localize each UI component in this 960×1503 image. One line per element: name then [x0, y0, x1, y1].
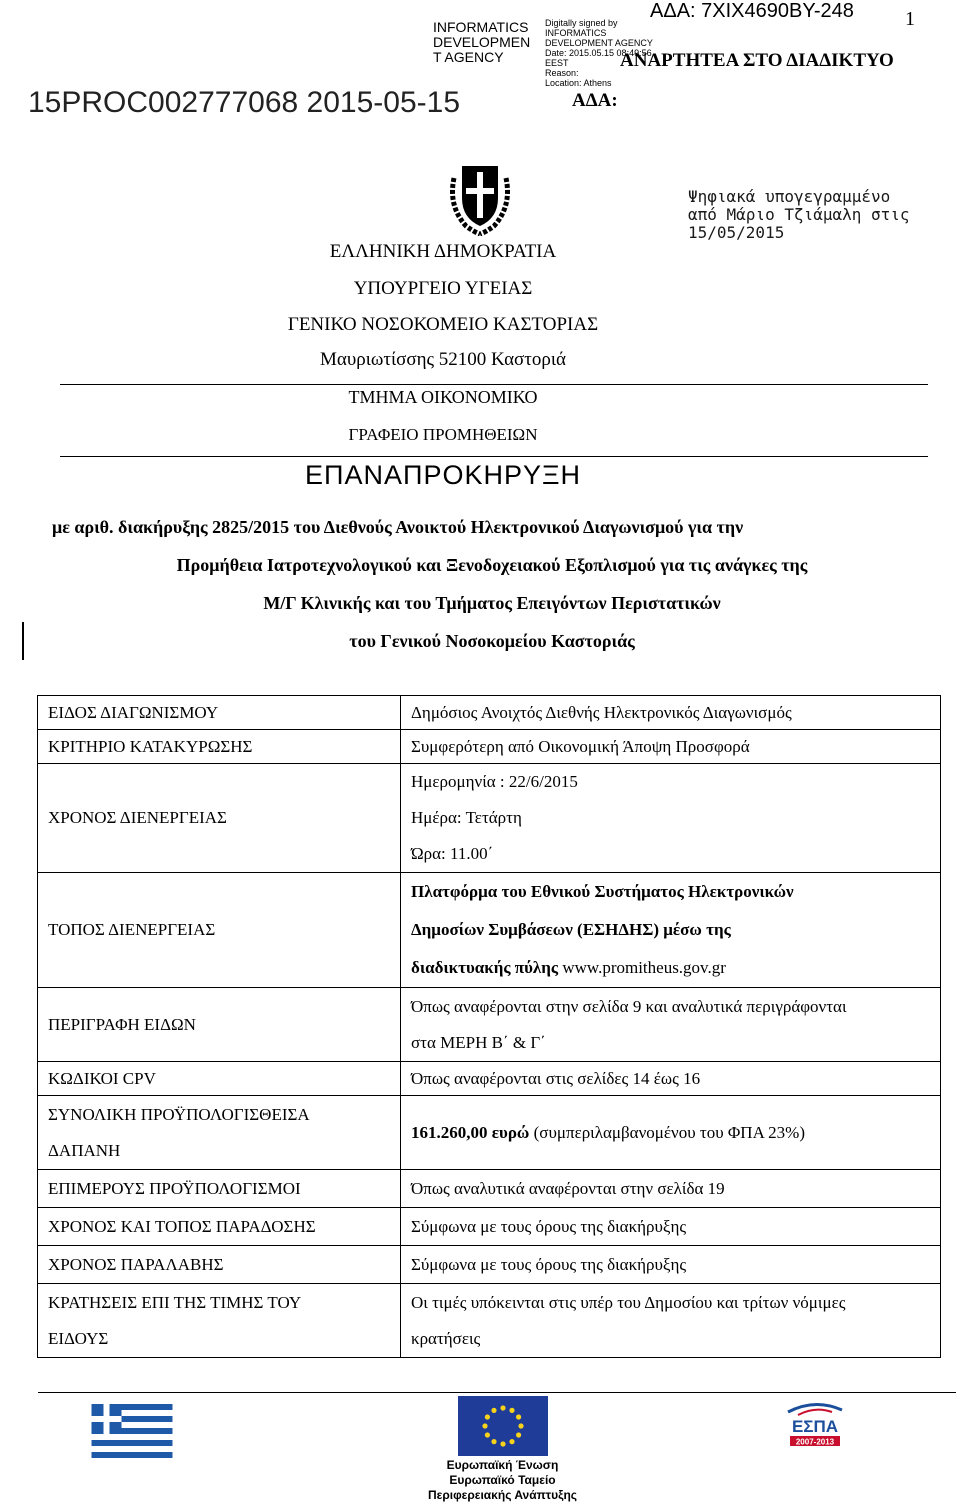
table-row [38, 1246, 941, 1284]
intro-line: με αριθ. διακήρυξης 2825/2015 του Διεθνούς Ανοικτού Ηλεκτρονικού Διαγωνισμού για την [52, 517, 744, 537]
table-row [38, 1062, 941, 1096]
table-row [38, 1096, 941, 1170]
intro-line: του Γενικού Νοσοκομείου Καστοριάς [349, 631, 635, 651]
row-label: ΧΡΟΝΟΣ ΠΑΡΑΛΑΒΗΣ [38, 1246, 401, 1284]
row-value: Οι τιμές υπόκεινται στις υπέρ του Δημοσίου και τρίτων νόμιμες κρατήσεις [401, 1284, 941, 1358]
digital-signature-note: Ψηφιακά υπογεγραμμένο από Μάριο Τζιάμαλη στις 15/05/2015 [688, 187, 910, 242]
eu-flag-icon [457, 1396, 549, 1456]
issuer-department: ΤΜΗΜΑ ΟΙΚΟΝΟΜΙΚΟ [348, 387, 538, 407]
row-label: ΠΕΡΙΓΡΑΦΗ ΕΙΔΩΝ [38, 988, 401, 1062]
hour-line: Ώρα: 11.00΄ [411, 844, 494, 863]
table-row [38, 1284, 941, 1358]
row-label: ΚΡΑΤΗΣΕΙΣ ΕΠΙ ΤΗΣ ΤΙΜΗΣ ΤΟΥ ΕΙΔΟΥΣ [38, 1284, 401, 1358]
greek-flag-icon [86, 1404, 178, 1458]
page-number: 1 [905, 8, 915, 30]
table-row [38, 1170, 941, 1208]
issuer-office: ΓΡΑΦΕΙΟ ΠΡΟΜΗΘΕΙΩΝ [348, 425, 538, 444]
budget-amount: 161.260,00 ευρώ [411, 1122, 530, 1142]
row-value: Δημόσιος Ανοιχτός Διεθνής Ηλεκτρονικός Διαγωνισμός [401, 696, 941, 730]
ada-label: ΑΔΑ: [572, 90, 618, 111]
row-label: ΣΥΝΟΛΙΚΗ ΠΡΟΫΠΟΛΟΓΙΣΘΕΙΣΑ ΔΑΠΑΝΗ [38, 1096, 401, 1170]
row-label: ΕΙΔΟΣ ΔΙΑΓΩΝΙΣΜΟΥ [38, 696, 401, 730]
issuer-hospital: ΓΕΝΙΚΟ ΝΟΣΟΚΟΜΕΙΟ ΚΑΣΤΟΡΙΑΣ [287, 314, 599, 335]
reference-code: 15PROC002777068 2015-05-15 [28, 86, 460, 119]
row-value: Όπως αναλυτικά αναφέρονται στην σελίδα 19 [401, 1170, 941, 1208]
table-row [38, 764, 941, 873]
ada-code: ΑΔΑ: 7ΧΙΧ4690ΒΥ-248 [650, 0, 854, 22]
row-label: ΧΡΟΝΟΣ ΔΙΕΝΕΡΓΕΙΑΣ [38, 764, 401, 873]
footer-divider [38, 1392, 956, 1393]
row-value [401, 1096, 941, 1170]
greek-emblem-icon [444, 158, 516, 236]
svg-text:2007-2013: 2007-2013 [795, 1437, 835, 1447]
promitheus-link[interactable]: www.promitheus.gov.gr [562, 958, 726, 977]
intro-line: Μ/Γ Κλινικής και του Τμήματος Επειγόντων Περιστατικών [263, 593, 721, 613]
row-value: Όπως αναφέρονται στην σελίδα 9 και αναλυτικά περιγράφονται στα ΜΕΡΗ Β΄ & Γ΄ [401, 988, 941, 1062]
intro-paragraph [52, 508, 932, 660]
row-value: Όπως αναφέρονται στις σελίδες 14 έως 16 [401, 1062, 941, 1096]
svg-text:ΕΣΠΑ: ΕΣΠΑ [791, 1417, 839, 1436]
issuer-address: Μαυριωτίσσης 52100 Καστοριά [320, 349, 566, 370]
issuer-country: ΕΛΛΗΝΙΚΗ ΔΗΜΟΚΡΑΤΙΑ [329, 241, 557, 262]
row-value: Συμφερότερη από Οικονομική Άποψη Προσφορά [401, 730, 941, 764]
divider [60, 384, 928, 385]
margin-revision-mark [22, 622, 24, 660]
row-label: ΧΡΟΝΟΣ ΚΑΙ ΤΟΠΟΣ ΠΑΡΑΔΟΣΗΣ [38, 1208, 401, 1246]
table-row [38, 730, 941, 764]
row-value: Σύμφωνα με τους όρους της διακήρυξης [401, 1246, 941, 1284]
row-label: ΕΠΙΜΕΡΟΥΣ ΠΡΟΫΠΟΛΟΓΙΣΜΟΙ [38, 1170, 401, 1208]
row-value: Σύμφωνα με τους όρους της διακήρυξης [401, 1208, 941, 1246]
row-label: ΚΩΔΙΚΟΙ CPV [38, 1062, 401, 1096]
signature-organization: INFORMATICS DEVELOPMEN T AGENCY [433, 19, 531, 65]
row-label: ΤΟΠΟΣ ΔΙΕΝΕΡΓΕΙΑΣ [38, 873, 401, 988]
espa-logo-icon [784, 1398, 846, 1448]
posting-title: ΑΝΑΡΤΗΤΕΑ ΣΤΟ ΔΙΑΔΙΚΤΥΟ [620, 50, 894, 71]
table-row [38, 873, 941, 988]
table-row [38, 1208, 941, 1246]
date-line: Ημερομηνία : 22/6/2015 [411, 772, 578, 791]
table-row [38, 988, 941, 1062]
budget-note: (συμπεριλαμβανομένου του ΦΠΑ 23%) [533, 1122, 805, 1142]
tender-details-table [37, 695, 941, 1358]
document-title: ΕΠΑΝΑΠΡΟΚΗΡΥΞΗ [304, 460, 582, 490]
intro-line: Προμήθεια Ιατροτεχνολογικού και Ξενοδοχειακού Εξοπλισμού για τις ανάγκες της [176, 555, 808, 575]
signature-metadata: Digitally signed by INFORMATICS DEVELOPMENT AGENCY Date: 2015.05.15 08:49:56 EEST Reason: Location: Athens [545, 18, 653, 88]
table-row [38, 696, 941, 730]
row-value: Πλατφόρμα του Εθνικού Συστήματος Ηλεκτρονικών Δημοσίων Συμβάσεων (ΕΣΗΔΗΣ) μέσω της διαδικτυακής πύλης www.promitheus.gov.gr [401, 873, 941, 988]
eu-fund-caption: Ευρωπαϊκή Ένωση Ευρωπαϊκό Ταμείο Περιφερειακής Ανάπτυξης [427, 1458, 578, 1502]
row-label: ΚΡΙΤΗΡΙΟ ΚΑΤΑΚΥΡΩΣΗΣ [38, 730, 401, 764]
row-value [401, 764, 941, 873]
day-line: Ημέρα: Τετάρτη [411, 808, 522, 827]
divider [60, 456, 928, 457]
issuer-ministry: ΥΠΟΥΡΓΕΙΟ ΥΓΕΙΑΣ [353, 278, 533, 299]
